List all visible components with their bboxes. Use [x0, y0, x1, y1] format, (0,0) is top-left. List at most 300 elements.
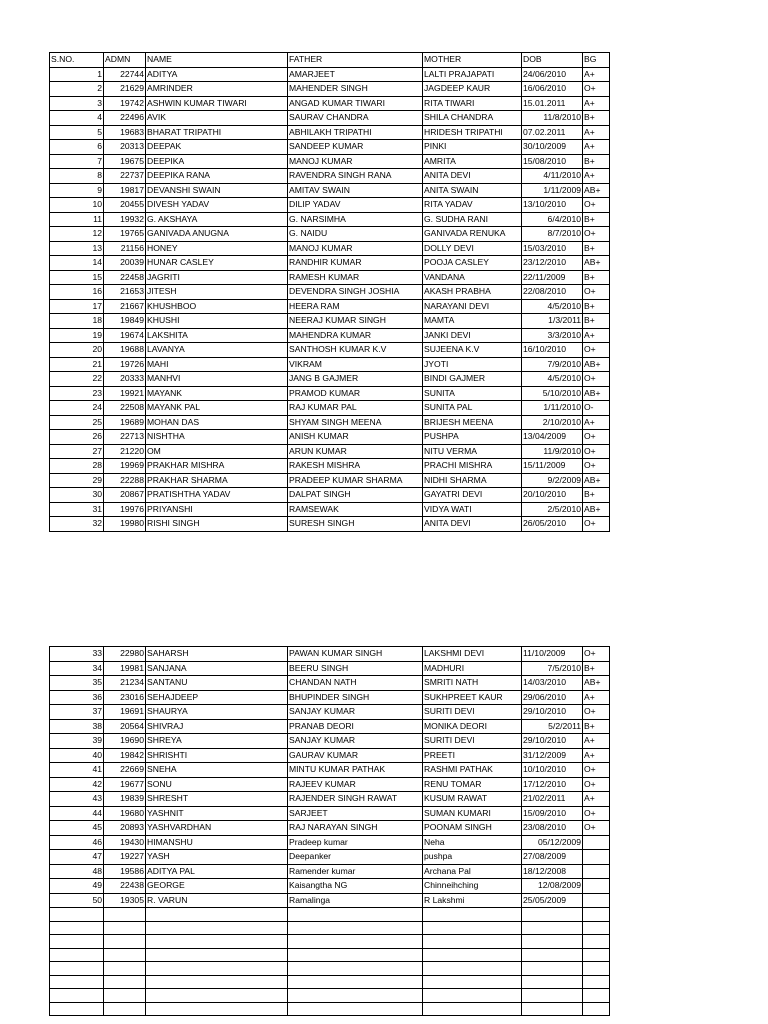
sno-cell: 44	[50, 806, 104, 821]
name-cell: G. AKSHAYA	[146, 212, 288, 227]
table-row	[50, 256, 610, 271]
father-cell: RAKESH MISHRA	[288, 459, 423, 474]
table-row	[50, 690, 610, 705]
admn-cell: 21156	[104, 241, 146, 256]
mother-cell: GAYATRI DEVI	[423, 488, 522, 503]
name-cell: SEHAJDEEP	[146, 690, 288, 705]
sno-cell: 16	[50, 285, 104, 300]
sno-cell: 22	[50, 372, 104, 387]
mother-cell: SURITI DEVI	[423, 734, 522, 749]
dob-cell: 5/2/2011	[522, 719, 583, 734]
sno-cell: 6	[50, 140, 104, 155]
table-row	[50, 270, 610, 285]
bg-cell: B+	[583, 719, 610, 734]
name-cell: PRIYANSHI	[146, 502, 288, 517]
name-cell: SHAURYA	[146, 705, 288, 720]
sno-cell: 26	[50, 430, 104, 445]
table-row	[50, 212, 610, 227]
mother-cell: ANITA DEVI	[423, 169, 522, 184]
admn-cell: 22744	[104, 67, 146, 82]
mother-cell: SUNITA PAL	[423, 401, 522, 416]
mother-cell	[423, 921, 522, 935]
admn-cell: 22458	[104, 270, 146, 285]
sno-cell: 48	[50, 864, 104, 879]
dob-cell: 21/02/2011	[522, 792, 583, 807]
father-cell: ANISH KUMAR	[288, 430, 423, 445]
name-cell: AVIK	[146, 111, 288, 126]
name-cell: JAGRITI	[146, 270, 288, 285]
bg-cell	[583, 962, 610, 976]
dob-cell: 13/10/2010	[522, 198, 583, 213]
father-cell: AMARJEET	[288, 67, 423, 82]
dob-cell: 2/10/2010	[522, 415, 583, 430]
admn-cell: 19969	[104, 459, 146, 474]
dob-cell: 26/05/2010	[522, 517, 583, 532]
mother-cell	[423, 989, 522, 1003]
father-cell: RAJENDER SINGH RAWAT	[288, 792, 423, 807]
mother-cell: Neha	[423, 835, 522, 850]
dob-cell: 29/06/2010	[522, 690, 583, 705]
bg-cell: O+	[583, 517, 610, 532]
name-cell: ADITYA PAL	[146, 864, 288, 879]
father-cell: ARUN KUMAR	[288, 444, 423, 459]
mother-cell: RITA TIWARI	[423, 96, 522, 111]
bg-cell: O+	[583, 806, 610, 821]
bg-cell: A+	[583, 328, 610, 343]
mother-cell: SURITI DEVI	[423, 705, 522, 720]
table-row	[50, 372, 610, 387]
admn-cell: 19680	[104, 806, 146, 821]
mother-cell: JANKI DEVI	[423, 328, 522, 343]
sno-cell	[50, 1002, 104, 1016]
dob-cell: 12/08/2009	[522, 879, 583, 894]
mother-cell: PREETI	[423, 748, 522, 763]
father-cell: MAHENDER SINGH	[288, 82, 423, 97]
dob-cell: 23/12/2010	[522, 256, 583, 271]
name-cell: SHRISHTI	[146, 748, 288, 763]
bg-cell	[583, 935, 610, 949]
name-cell: MOHAN DAS	[146, 415, 288, 430]
father-cell: MINTU KUMAR PATHAK	[288, 763, 423, 778]
bg-cell: B+	[583, 154, 610, 169]
admn-cell: 21653	[104, 285, 146, 300]
sno-cell: 29	[50, 473, 104, 488]
admn-cell: 22288	[104, 473, 146, 488]
sno-cell: 30	[50, 488, 104, 503]
bg-cell: A+	[583, 67, 610, 82]
bg-cell: A+	[583, 96, 610, 111]
table-row	[50, 488, 610, 503]
dob-cell: 4/5/2010	[522, 372, 583, 387]
bg-cell: O+	[583, 705, 610, 720]
name-cell: MAYANK	[146, 386, 288, 401]
bg-cell: O+	[583, 198, 610, 213]
father-cell: DEVENDRA SINGH JOSHIA	[288, 285, 423, 300]
sno-cell: 49	[50, 879, 104, 894]
bg-cell: B+	[583, 212, 610, 227]
bg-cell: B+	[583, 241, 610, 256]
sno-cell	[50, 921, 104, 935]
father-cell: Pradeep kumar	[288, 835, 423, 850]
mother-cell: RASHMI PATHAK	[423, 763, 522, 778]
dob-cell: 11/8/2010	[522, 111, 583, 126]
dob-cell: 15/08/2010	[522, 154, 583, 169]
mother-cell: SUJEENA K.V	[423, 343, 522, 358]
admn-cell: 19842	[104, 748, 146, 763]
admn-cell: 19849	[104, 314, 146, 329]
father-cell: G. NARSIMHA	[288, 212, 423, 227]
father-cell	[288, 989, 423, 1003]
admn-cell: 19691	[104, 705, 146, 720]
bg-cell: O+	[583, 444, 610, 459]
sno-cell: 13	[50, 241, 104, 256]
sno-cell: 4	[50, 111, 104, 126]
name-cell: SHIVRAJ	[146, 719, 288, 734]
mother-cell: Archana Pal	[423, 864, 522, 879]
table-row	[50, 661, 610, 676]
father-cell: ABHILAKH TRIPATHI	[288, 125, 423, 140]
dob-cell: 16/10/2010	[522, 343, 583, 358]
table-row	[50, 777, 610, 792]
name-cell: GEORGE	[146, 879, 288, 894]
father-cell: RAJEEV KUMAR	[288, 777, 423, 792]
father-cell	[288, 908, 423, 922]
mother-cell: NITU VERMA	[423, 444, 522, 459]
dob-cell: 15/11/2009	[522, 459, 583, 474]
sno-cell: 28	[50, 459, 104, 474]
father-cell	[288, 962, 423, 976]
bg-cell: O+	[583, 82, 610, 97]
bg-cell: AB+	[583, 386, 610, 401]
table-row	[50, 835, 610, 850]
admn-cell: 19689	[104, 415, 146, 430]
dob-cell	[522, 921, 583, 935]
mother-cell: PINKI	[423, 140, 522, 155]
mother-cell: NARAYANI DEVI	[423, 299, 522, 314]
admn-cell: 19921	[104, 386, 146, 401]
admn-cell: 19839	[104, 792, 146, 807]
table-row	[50, 415, 610, 430]
admn-cell: 20313	[104, 140, 146, 155]
admn-cell: 21220	[104, 444, 146, 459]
name-cell	[146, 935, 288, 949]
table-row	[50, 676, 610, 691]
father-cell: SANJAY KUMAR	[288, 734, 423, 749]
sno-cell: 46	[50, 835, 104, 850]
admn-cell: 21234	[104, 676, 146, 691]
table-row	[50, 517, 610, 532]
mother-cell: SHILA CHANDRA	[423, 111, 522, 126]
father-cell: Ramender kumar	[288, 864, 423, 879]
table-row	[50, 198, 610, 213]
bg-cell	[583, 835, 610, 850]
table-row	[50, 989, 610, 1003]
admn-cell	[104, 935, 146, 949]
father-cell: SARJEET	[288, 806, 423, 821]
father-cell: MAHENDRA KUMAR	[288, 328, 423, 343]
dob-cell: 9/2/2009	[522, 473, 583, 488]
student-table-1	[49, 52, 610, 532]
sno-cell: 25	[50, 415, 104, 430]
father-cell: MANOJ KUMAR	[288, 154, 423, 169]
header-cell: ADMN	[104, 53, 146, 68]
father-cell: RAMSEWAK	[288, 502, 423, 517]
bg-cell: AB+	[583, 256, 610, 271]
table-row	[50, 719, 610, 734]
table-row	[50, 763, 610, 778]
admn-cell: 21629	[104, 82, 146, 97]
table-row	[50, 154, 610, 169]
mother-cell: MONIKA DEORI	[423, 719, 522, 734]
dob-cell: 31/12/2009	[522, 748, 583, 763]
sno-cell: 41	[50, 763, 104, 778]
sno-cell: 38	[50, 719, 104, 734]
table-row	[50, 908, 610, 922]
table-row	[50, 473, 610, 488]
header-cell: MOTHER	[423, 53, 522, 68]
mother-cell: MADHURI	[423, 661, 522, 676]
father-cell	[288, 921, 423, 935]
sno-cell: 2	[50, 82, 104, 97]
header-cell: DOB	[522, 53, 583, 68]
header-cell: S.NO.	[50, 53, 104, 68]
admn-cell: 19726	[104, 357, 146, 372]
father-cell	[288, 975, 423, 989]
admn-cell	[104, 975, 146, 989]
dob-cell: 11/10/2009	[522, 647, 583, 662]
dob-cell: 11/9/2010	[522, 444, 583, 459]
dob-cell	[522, 935, 583, 949]
admn-cell: 19765	[104, 227, 146, 242]
mother-cell: SUNITA	[423, 386, 522, 401]
dob-cell: 20/10/2010	[522, 488, 583, 503]
dob-cell: 15/09/2010	[522, 806, 583, 821]
admn-cell: 20867	[104, 488, 146, 503]
dob-cell: 15.01.2011	[522, 96, 583, 111]
admn-cell: 19690	[104, 734, 146, 749]
sno-cell: 18	[50, 314, 104, 329]
dob-cell: 30/10/2009	[522, 140, 583, 155]
father-cell: NEERAJ KUMAR SINGH	[288, 314, 423, 329]
name-cell: MANHVI	[146, 372, 288, 387]
dob-cell	[522, 948, 583, 962]
bg-cell: A+	[583, 125, 610, 140]
admn-cell: 22980	[104, 647, 146, 662]
table-row	[50, 183, 610, 198]
bg-cell	[583, 879, 610, 894]
mother-cell: VANDANA	[423, 270, 522, 285]
name-cell	[146, 989, 288, 1003]
mother-cell: MAMTA	[423, 314, 522, 329]
dob-cell: 22/08/2010	[522, 285, 583, 300]
sno-cell	[50, 989, 104, 1003]
bg-cell: O-	[583, 401, 610, 416]
sno-cell: 32	[50, 517, 104, 532]
name-cell	[146, 975, 288, 989]
bg-cell: B+	[583, 111, 610, 126]
bg-cell	[583, 921, 610, 935]
table-row	[50, 705, 610, 720]
dob-cell: 16/06/2010	[522, 82, 583, 97]
admn-cell: 20333	[104, 372, 146, 387]
father-cell: Deepanker	[288, 850, 423, 865]
name-cell: SONU	[146, 777, 288, 792]
name-cell: SNEHA	[146, 763, 288, 778]
mother-cell	[423, 975, 522, 989]
admn-cell: 20893	[104, 821, 146, 836]
name-cell: BHARAT TRIPATHI	[146, 125, 288, 140]
dob-cell: 7/9/2010	[522, 357, 583, 372]
admn-cell: 19227	[104, 850, 146, 865]
bg-cell: B+	[583, 314, 610, 329]
sno-cell: 45	[50, 821, 104, 836]
admn-cell: 19817	[104, 183, 146, 198]
admn-cell	[104, 989, 146, 1003]
header-cell: NAME	[146, 53, 288, 68]
mother-cell: POOJA CASLEY	[423, 256, 522, 271]
sno-cell: 34	[50, 661, 104, 676]
sno-cell: 17	[50, 299, 104, 314]
table-row	[50, 96, 610, 111]
mother-cell: POONAM SINGH	[423, 821, 522, 836]
name-cell: YASHNIT	[146, 806, 288, 821]
mother-cell: GANIVADA RENUKA	[423, 227, 522, 242]
dob-cell: 4/5/2010	[522, 299, 583, 314]
name-cell: DEEPAK	[146, 140, 288, 155]
admn-cell: 22669	[104, 763, 146, 778]
table-row	[50, 893, 610, 908]
sno-cell: 35	[50, 676, 104, 691]
name-cell: RISHI SINGH	[146, 517, 288, 532]
name-cell: JITESH	[146, 285, 288, 300]
name-cell: LAKSHITA	[146, 328, 288, 343]
bg-cell: AB+	[583, 502, 610, 517]
father-cell: AMITAV SWAIN	[288, 183, 423, 198]
sno-cell	[50, 975, 104, 989]
father-cell: SANTHOSH KUMAR K.V	[288, 343, 423, 358]
table-row	[50, 502, 610, 517]
dob-cell	[522, 1002, 583, 1016]
mother-cell: RENU TOMAR	[423, 777, 522, 792]
name-cell: DEEPIKA RANA	[146, 169, 288, 184]
admn-cell: 19305	[104, 893, 146, 908]
sno-cell: 23	[50, 386, 104, 401]
dob-cell: 1/11/2009	[522, 183, 583, 198]
dob-cell: 8/7/2010	[522, 227, 583, 242]
table-row	[50, 241, 610, 256]
admn-cell: 22737	[104, 169, 146, 184]
student-table-2	[49, 646, 610, 1016]
dob-cell: 10/10/2010	[522, 763, 583, 778]
sno-cell	[50, 948, 104, 962]
father-cell: Kaisangtha NG	[288, 879, 423, 894]
bg-cell: O+	[583, 227, 610, 242]
dob-cell: 24/06/2010	[522, 67, 583, 82]
dob-cell: 13/04/2009	[522, 430, 583, 445]
sno-cell: 37	[50, 705, 104, 720]
bg-cell: A+	[583, 415, 610, 430]
bg-cell: O+	[583, 821, 610, 836]
admn-cell: 20455	[104, 198, 146, 213]
name-cell: NISHTHA	[146, 430, 288, 445]
mother-cell: ANITA SWAIN	[423, 183, 522, 198]
bg-cell: AB+	[583, 357, 610, 372]
sno-cell: 5	[50, 125, 104, 140]
table-row	[50, 734, 610, 749]
mother-cell: PUSHPA	[423, 430, 522, 445]
bg-cell: O+	[583, 777, 610, 792]
sno-cell: 15	[50, 270, 104, 285]
dob-cell: 3/3/2010	[522, 328, 583, 343]
admn-cell: 20039	[104, 256, 146, 271]
mother-cell: PRACHI MISHRA	[423, 459, 522, 474]
sno-cell: 36	[50, 690, 104, 705]
name-cell: HIMANSHU	[146, 835, 288, 850]
dob-cell: 4/11/2010	[522, 169, 583, 184]
sno-cell: 33	[50, 647, 104, 662]
name-cell: ADITYA	[146, 67, 288, 82]
dob-cell: 18/12/2008	[522, 864, 583, 879]
sno-cell: 9	[50, 183, 104, 198]
name-cell: HONEY	[146, 241, 288, 256]
dob-cell	[522, 989, 583, 1003]
header-cell: FATHER	[288, 53, 423, 68]
mother-cell: AMRITA	[423, 154, 522, 169]
admn-cell: 20564	[104, 719, 146, 734]
mother-cell: Chinneihching	[423, 879, 522, 894]
bg-cell	[583, 850, 610, 865]
bg-cell: A+	[583, 748, 610, 763]
father-cell: RAJ NARAYAN SINGH	[288, 821, 423, 836]
table-row	[50, 227, 610, 242]
sno-cell: 21	[50, 357, 104, 372]
father-cell: RAMESH KUMAR	[288, 270, 423, 285]
table-row	[50, 343, 610, 358]
mother-cell: pushpa	[423, 850, 522, 865]
name-cell	[146, 908, 288, 922]
mother-cell	[423, 948, 522, 962]
admn-cell	[104, 962, 146, 976]
bg-cell: O+	[583, 459, 610, 474]
name-cell: SANTANU	[146, 676, 288, 691]
mother-cell: RITA YADAV	[423, 198, 522, 213]
dob-cell: 27/08/2009	[522, 850, 583, 865]
sno-cell: 24	[50, 401, 104, 416]
father-cell: PRAMOD KUMAR	[288, 386, 423, 401]
father-cell: VIKRAM	[288, 357, 423, 372]
sno-cell: 27	[50, 444, 104, 459]
table-row	[50, 140, 610, 155]
dob-cell: 22/11/2009	[522, 270, 583, 285]
admn-cell: 19674	[104, 328, 146, 343]
table-row	[50, 935, 610, 949]
admn-cell: 19742	[104, 96, 146, 111]
bg-cell: AB+	[583, 676, 610, 691]
dob-cell: 25/05/2009	[522, 893, 583, 908]
dob-cell: 05/12/2009	[522, 835, 583, 850]
dob-cell: 2/5/2010	[522, 502, 583, 517]
dob-cell: 29/10/2010	[522, 705, 583, 720]
sno-cell: 20	[50, 343, 104, 358]
dob-cell: 23/08/2010	[522, 821, 583, 836]
admn-cell: 19981	[104, 661, 146, 676]
mother-cell: HRIDESH TRIPATHI	[423, 125, 522, 140]
bg-cell: A+	[583, 792, 610, 807]
bg-cell	[583, 975, 610, 989]
father-cell: BEERU SINGH	[288, 661, 423, 676]
name-cell	[146, 921, 288, 935]
mother-cell	[423, 908, 522, 922]
